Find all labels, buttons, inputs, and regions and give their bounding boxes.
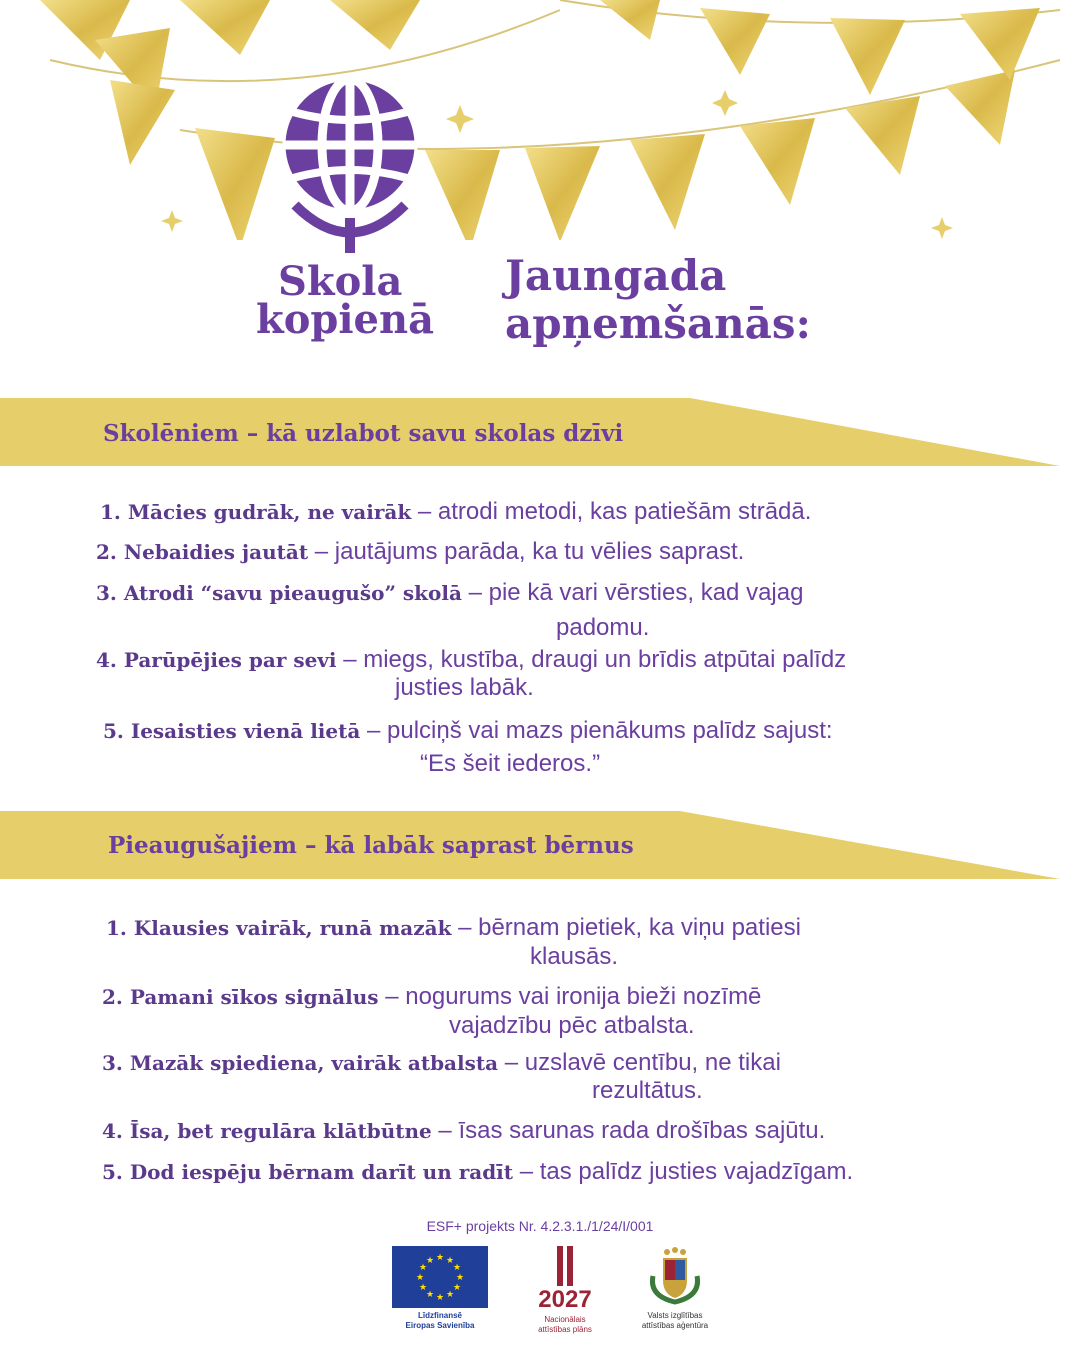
eu-caption xyxy=(380,1311,500,1331)
svg-text:★: ★ xyxy=(455,1273,465,1283)
item-continuation: rezultātus. xyxy=(592,1077,703,1104)
svg-text:★: ★ xyxy=(418,1283,428,1293)
nap-year: 2027 xyxy=(538,1286,592,1313)
item-text: – bērnam pietiek, ka viņu patiesi xyxy=(458,914,801,941)
svg-text:★: ★ xyxy=(445,1290,455,1300)
page-title-line2: apņemšanās: xyxy=(505,299,812,348)
item-label: 4. Parūpējies par sevi xyxy=(96,648,337,672)
item-label: 5. Dod iespēju bērnam darīt un radīt xyxy=(102,1160,514,1184)
item-label: 3. Atrodi “savu pieaugušo” skolā xyxy=(96,581,462,605)
section-heading-students: Skolēniem – kā uzlabot savu skolas dzīvi xyxy=(103,420,624,447)
item-text: – jautājums parāda, ka tu vēlies saprast. xyxy=(314,538,745,565)
item-text: – pie kā vari vērsties, kad vajag xyxy=(468,579,804,606)
svg-text:★: ★ xyxy=(452,1263,462,1273)
list-item xyxy=(102,983,761,1011)
svg-text:★: ★ xyxy=(425,1256,435,1266)
item-label: 3. Mazāk spiediena, vairāk atbalsta xyxy=(102,1051,499,1075)
list-item xyxy=(102,1049,781,1077)
item-continuation: vajadzību pēc atbalsta. xyxy=(449,1012,695,1039)
bunting-decoration xyxy=(0,0,1080,240)
item-text: – uzslavē centību, ne tikai xyxy=(504,1049,781,1076)
item-label: 2. Pamani sīkos signālus xyxy=(102,985,379,1009)
item-continuation: justies labāk. xyxy=(395,674,534,701)
svg-text:★: ★ xyxy=(445,1256,455,1266)
svg-text:★: ★ xyxy=(425,1290,435,1300)
list-item xyxy=(103,717,833,745)
item-label: 4. Īsa, bet regulāra klātbūtne xyxy=(102,1119,432,1143)
item-continuation: padomu. xyxy=(556,614,650,641)
logo-text-skola: Skola xyxy=(278,258,403,305)
item-text: – nogurums vai ironija bieži nozīmē xyxy=(385,983,762,1010)
eu-stars-icon xyxy=(392,1246,488,1308)
nap-caption xyxy=(528,1315,602,1335)
nap-bars-icon xyxy=(557,1246,563,1286)
item-text: – miegs, kustība, draugi un brīdis atpūtai palīdz xyxy=(343,646,847,673)
list-item xyxy=(106,914,801,942)
item-label: 5. Iesaisties vienā lietā xyxy=(103,719,361,743)
globe-icon xyxy=(275,70,425,260)
item-label: 2. Nebaidies jautāt xyxy=(96,540,309,564)
project-number: ESF+ projekts Nr. 4.2.3.1./1/24/I/001 xyxy=(426,1218,654,1234)
item-text: – pulciņš vai mazs pienākums palīdz sajust: xyxy=(366,717,833,744)
page-title-line1: Jaungada xyxy=(505,251,727,300)
list-item xyxy=(96,646,846,674)
nap-caption-line1: Nacionālais xyxy=(544,1315,586,1324)
viaa-caption-line1: Valsts izglītības xyxy=(647,1311,703,1320)
svg-text:★: ★ xyxy=(415,1273,425,1283)
list-item xyxy=(96,538,744,566)
eu-caption-line2: Eiropas Savienība xyxy=(405,1321,475,1330)
item-continuation: klausās. xyxy=(530,943,619,970)
coat-of-arms-icon xyxy=(645,1246,705,1306)
nap-logo xyxy=(528,1246,602,1334)
eu-caption-line1: Līdzfinansē xyxy=(417,1311,462,1320)
item-text: – tas palīdz justies vajadzīgam. xyxy=(519,1158,854,1185)
item-text: – īsas sarunas rada drošības sajūtu. xyxy=(438,1117,826,1144)
list-item xyxy=(96,579,803,607)
item-continuation: “Es šeit iederos.” xyxy=(420,750,601,777)
svg-text:★: ★ xyxy=(452,1283,462,1293)
nap-caption-line2: attīstības plāns xyxy=(538,1325,592,1334)
item-label: 1. Klausies vairāk, runā mazāk xyxy=(106,916,452,940)
list-item xyxy=(102,1117,825,1145)
svg-text:★: ★ xyxy=(435,1293,445,1303)
list-item xyxy=(102,1158,853,1186)
section-heading-adults: Pieaugušajiem – kā labāk saprast bērnus xyxy=(108,832,634,859)
item-text: – atrodi metodi, kas patiešām strādā. xyxy=(417,498,812,525)
item-label: 1. Mācies gudrāk, ne vairāk xyxy=(100,500,412,524)
eu-logo xyxy=(392,1246,488,1308)
viaa-caption xyxy=(615,1311,735,1331)
page-title xyxy=(505,252,811,348)
svg-text:★: ★ xyxy=(418,1263,428,1273)
logo-text-kopiena: kopienā xyxy=(256,296,435,343)
viaa-caption-line2: attīstības aģentūra xyxy=(641,1321,709,1330)
svg-text:★: ★ xyxy=(435,1253,445,1263)
list-item xyxy=(100,498,811,526)
nap-bar xyxy=(567,1246,573,1286)
